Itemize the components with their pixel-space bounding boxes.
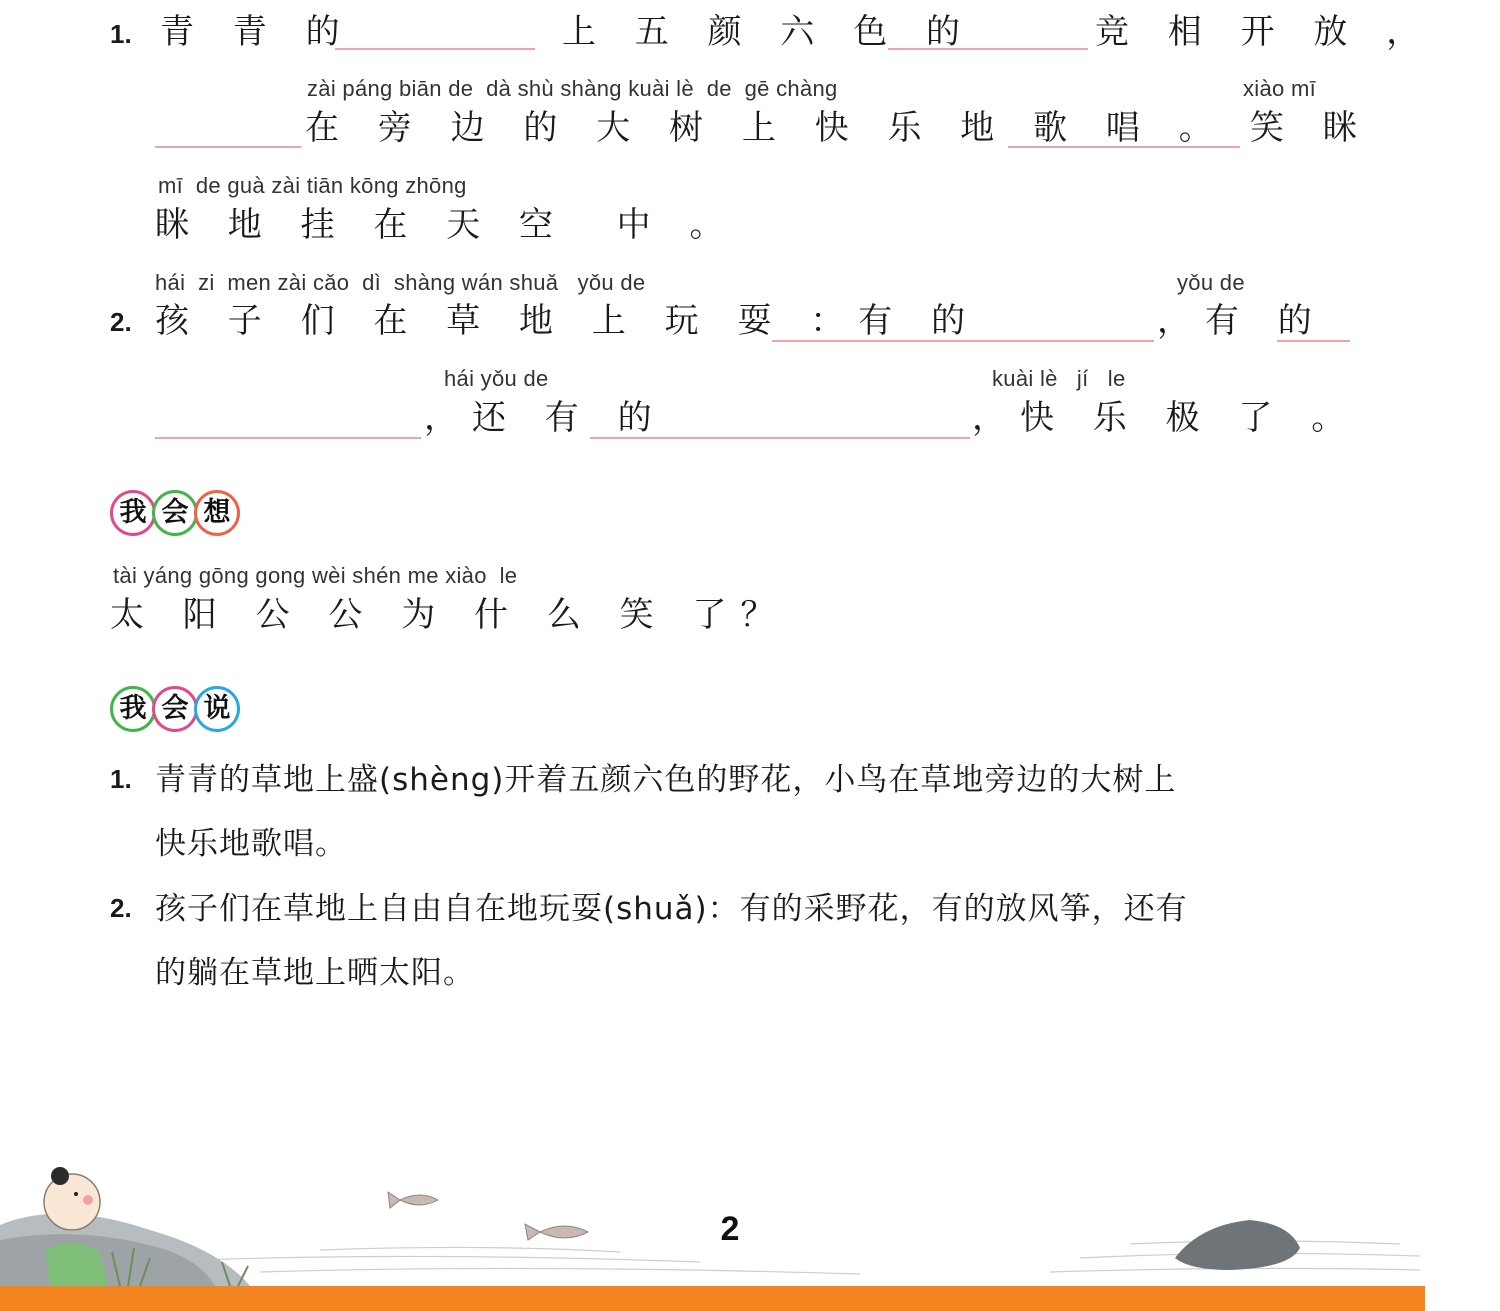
heading-char-1: 我: [110, 686, 156, 732]
q2-line2-pinyin-b: kuài lè jí le: [992, 366, 1126, 391]
q1-blank-4[interactable]: [1008, 146, 1240, 148]
q1-line2-hanzi-a: 在 旁 边 的 大 树 上 快 乐 地 歌 唱 。: [305, 108, 1227, 148]
q1-blank-1[interactable]: [335, 48, 535, 50]
q2-line1-pinyin-a: hái zi men zài cǎo dì shàng wán shuǎ yǒu de: [155, 270, 646, 295]
q2-line1-hanzi-b: ，有 的: [1157, 301, 1326, 341]
q2-line2-hanzi-a: ，还 有 的: [424, 398, 666, 438]
answer-2-line-1: 孩子们在草地上自由自在地玩耍(shuǎ)：有的采野花，有的放风筝，还有: [155, 891, 1188, 927]
q1-line1-seg3: 竞 相 开 放 ，: [1095, 12, 1435, 52]
answer-1-line-2: 快乐地歌唱。: [155, 826, 347, 862]
answer-1-line-1: 青青的草地上盛(shèng)开着五颜六色的野花，小鸟在草地旁边的大树上: [155, 762, 1177, 798]
q2-line2-hanzi-b: ，快 乐 极 了 。: [972, 398, 1360, 438]
q2-line1-pinyin-b: yǒu de: [1177, 270, 1245, 295]
q2-blank-3[interactable]: [155, 437, 421, 439]
q2-line2-pinyin-a: hái yǒu de: [444, 366, 549, 391]
answer-1-number: 1.: [110, 764, 132, 794]
footer-bar: [0, 1286, 1425, 1311]
q2-blank-2[interactable]: [1277, 340, 1350, 342]
answer-2-number: 2.: [110, 893, 132, 923]
q1-line3-hanzi: 眯 地 挂 在 天 空 中 。: [155, 205, 738, 245]
page-number: 2: [720, 1210, 740, 1248]
q2-blank-4[interactable]: [590, 437, 970, 439]
answer-2-line-2: 的躺在草地上晒太阳。: [155, 955, 475, 991]
heading-char-2: 会: [152, 686, 198, 732]
q2-blank-1[interactable]: [772, 340, 1154, 342]
q1-line1-seg2: 上 五 颜 六 色 的: [562, 12, 975, 52]
q1-line3-pinyin: mī de guà zài tiān kōng zhōng: [158, 173, 467, 198]
q1-line2-hanzi-b: 笑 眯: [1250, 108, 1371, 148]
q1-blank-3[interactable]: [155, 146, 301, 148]
heading-char-3: 想: [194, 490, 240, 536]
q2-line1-hanzi-a: 孩 子 们 在 草 地 上 玩 耍 ：有 的: [155, 301, 980, 341]
heading-char-2: 会: [152, 490, 198, 536]
q1-blank-2[interactable]: [888, 48, 1088, 50]
heading-char-3: 说: [194, 686, 240, 732]
fish-icon: [388, 1192, 588, 1240]
think-question-hanzi: 太 阳 公 公 为 什 么 笑 了？: [110, 595, 789, 635]
rock-right: [1175, 1220, 1300, 1270]
section-heading-think: [110, 490, 236, 540]
heading-char-1: 我: [110, 490, 156, 536]
q1-line2-pinyin-a: zài páng biān de dà shù shàng kuài lè de gē chàng: [307, 76, 838, 101]
think-question-pinyin: tài yáng gōng gong wèi shén me xiào le: [113, 563, 518, 588]
q1-number: 1.: [110, 19, 132, 49]
q1-line1-seg1: 青 青 的: [160, 12, 354, 52]
section-heading-say: [110, 686, 236, 736]
q2-number: 2.: [110, 307, 132, 337]
q1-line2-pinyin-b: xiào mī: [1243, 76, 1317, 101]
